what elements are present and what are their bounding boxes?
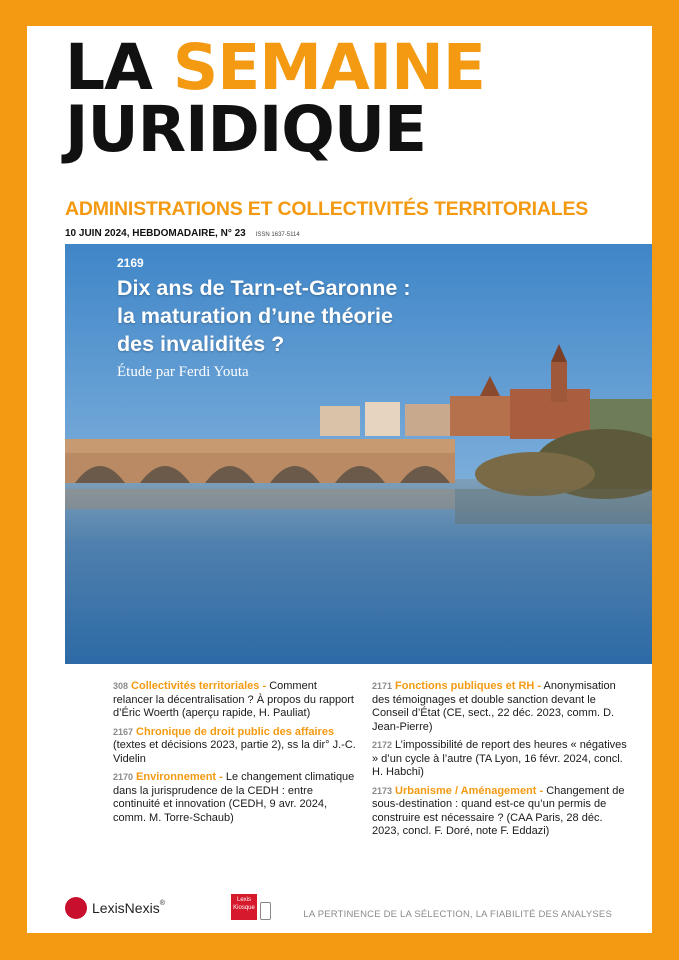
item-number: 308 (113, 681, 129, 691)
footer-tagline: LA PERTINENCE DE LA SÉLECTION, LA FIABILITÉ DES ANALYSES (303, 909, 612, 920)
lead-author: Étude par Ferdi Youta (117, 364, 249, 380)
item-text: Le changement climatique dans la jurisprudence de la CEDH : entre continuité et innovation (CEDH, 9 avr. 2024, comm. M. Torre-Schaub) (113, 771, 355, 824)
tablet-icon (260, 902, 271, 920)
masthead (65, 31, 485, 166)
kiosk-icon (231, 894, 257, 920)
item-category: Environnement - (136, 771, 223, 783)
lexis-kiosque-badge[interactable] (231, 894, 271, 920)
lead-title-line: la maturation d’une théorie (117, 304, 393, 328)
issue-date: 10 JUIN 2024, HEBDOMADAIRE, N° 23 (65, 228, 246, 239)
item-number: 2167 (113, 726, 134, 737)
masthead-semaine: SEMAINE (172, 31, 485, 104)
issue-dateline (65, 228, 300, 239)
contents-item[interactable] (372, 739, 627, 780)
lead-title-line: des invalidités ? (117, 332, 285, 356)
contents-item[interactable] (113, 680, 358, 721)
kiosk-line-1: Lexis (236, 897, 251, 903)
item-text: Comment relancer la décentralisation ? À propos du rapport d’Éric Woerth (aperçu rapide, H. Pauliat) (113, 680, 354, 719)
cover-photo (65, 244, 652, 664)
lead-title (117, 274, 597, 358)
item-number: 2173 (372, 785, 393, 796)
kiosk-line-2: Kiosque (233, 905, 255, 911)
lexisnexis-mark-icon (65, 897, 87, 919)
contents-item[interactable] (372, 785, 627, 839)
lexisnexis-name: LexisNexis® (92, 900, 165, 916)
journal-subtitle: ADMINISTRATIONS ET COLLECTIVITÉS TERRITORIALES (65, 198, 589, 220)
item-category: Urbanisme / Aménagement - (395, 784, 544, 797)
cover-sheet (27, 26, 652, 933)
item-number: 2170 (113, 772, 134, 782)
issn: ISSN 1637-5114 (255, 232, 300, 238)
item-category: Fonctions publiques et RH - (395, 680, 542, 692)
lead-number: 2169 (117, 256, 144, 270)
masthead-juridique: JURIDIQUE (65, 93, 427, 166)
item-number: 2171 (372, 681, 393, 691)
footer (27, 892, 652, 932)
item-text: Changement de sous-destination : quand est-ce qu’un permis de construire est nécessaire ? (CAA Paris, 28 déc. 2023, concl. F. Doré, note F. Eddazi) (372, 784, 625, 837)
contents-item[interactable] (372, 680, 627, 734)
lexisnexis-logo[interactable] (65, 897, 165, 919)
lead-title-line: Dix ans de Tarn-et-Garonne : (117, 276, 411, 300)
item-category: Chronique de droit public des affaires (136, 725, 335, 738)
masthead-la: LA (65, 31, 152, 104)
contents-right-column (372, 680, 627, 844)
item-text: Anonymisation des témoignages et double sanction devant le Conseil d’État (CE, sect., 22 déc. 2023, comm. D. Jean-Pierre) (372, 680, 616, 733)
item-text: (textes et décisions 2023, partie 2), ss la dir° J.-C. Videlin (113, 739, 356, 765)
item-category: Collectivités territoriales - (131, 680, 267, 692)
lead-article[interactable] (117, 256, 597, 381)
contents-item[interactable] (113, 726, 358, 767)
masthead-line-1 (65, 31, 485, 104)
contents-item[interactable] (113, 771, 358, 825)
contents-left-column (113, 680, 358, 830)
item-text: L’impossibilité de report des heures « négatives » d’un cycle à l’autre (TA Lyon, 16 févr. 2024, concl. H. Habchi) (372, 739, 627, 778)
item-number: 2172 (372, 740, 393, 750)
